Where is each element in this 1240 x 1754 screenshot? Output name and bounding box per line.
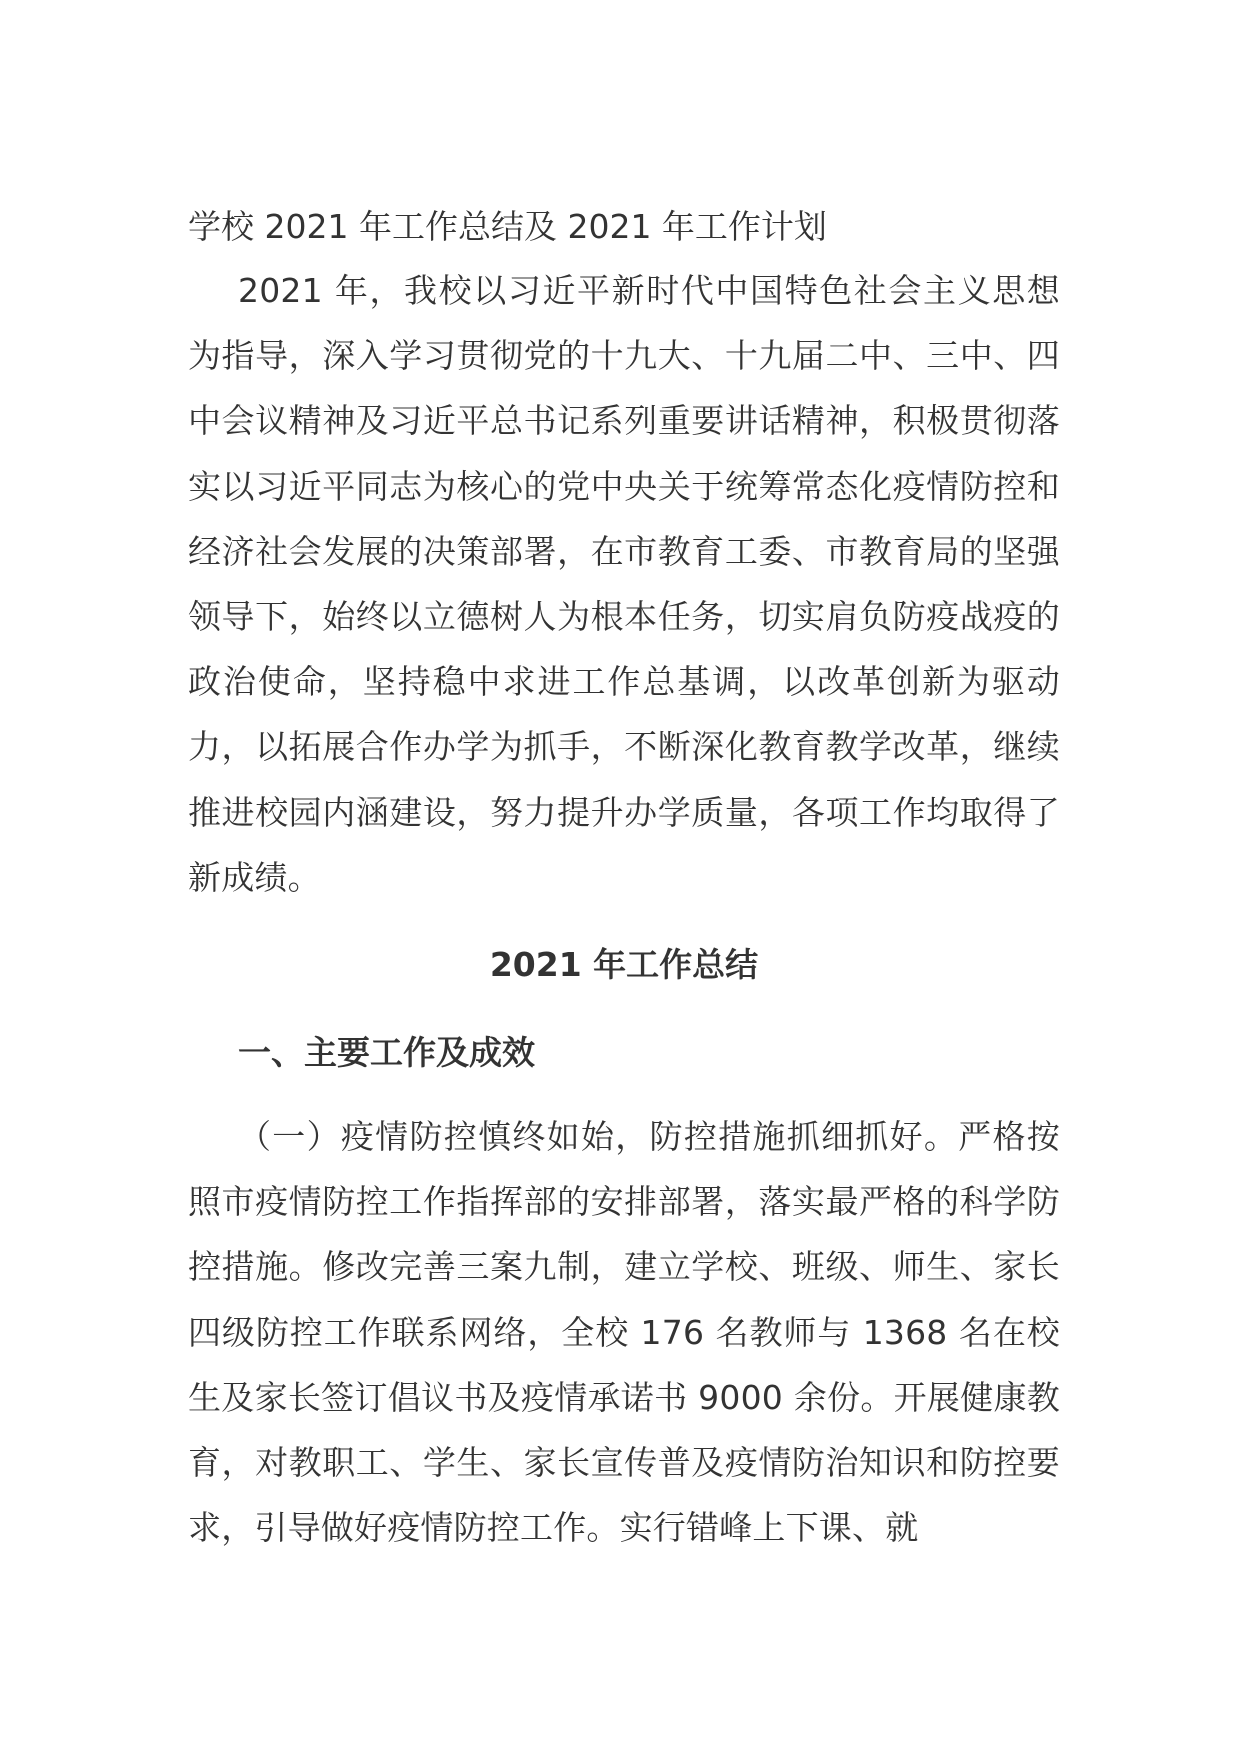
body-paragraph: （一）疫情防控慎终如始，防控措施抓细抓好。严格按照市疫情防控工作指挥部的安排部署，落实最严格的科学防控措施。修改完善三案九制，建立学校、班级、师生、家长四级防控工作联系网络，全校 176 名教师与 1368 名在校生及家长签订倡议书及疫情承诺书 9000 余份。开展健康教育，对教职工、学生、家长宣传普及疫情防治知识和防控要求，引导做好疫情防控工作。实行错峰上下课、就 bbox=[188, 1117, 1060, 1548]
intro-paragraph: 2021 年，我校以习近平新时代中国特色社会主义思想为指导，深入学习贯彻党的十九大、十九届二中、三中、四中会议精神及习近平总书记系列重要讲话精神，积极贯彻落实以习近平同志为核心的党中央关于统筹常态化疫情防控和经济社会发展的决策部署，在市教育工委、市教育局的坚强领导下，始终以立德树人为根本任务，切实肩负防疫战疫的政治使命，坚持稳中求进工作总基调，以改革创新为驱动力，以拓展合作办学为抓手，不断深化教育教学改革，继续推进校园内涵建设，努力提升办学质量，各项工作均取得了新成绩。 bbox=[188, 271, 1060, 897]
subsection-heading: 一、主要工作及成效 bbox=[238, 1033, 535, 1073]
section-heading: 2021 年工作总结 bbox=[489, 945, 759, 985]
document-title: 学校 2021 年工作总结及 2021 年工作计划 bbox=[188, 207, 827, 246]
document-page bbox=[188, 200, 1060, 1560]
